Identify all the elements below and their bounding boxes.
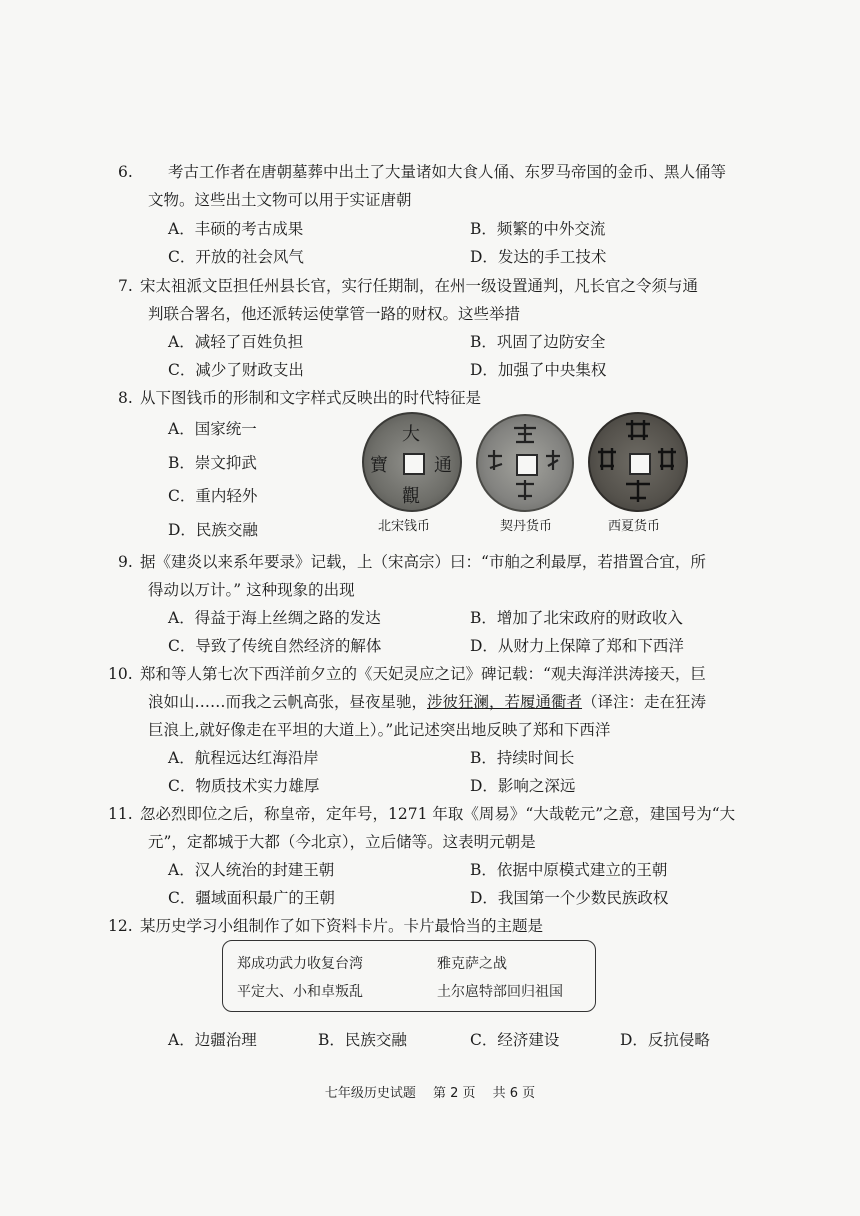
coin-char-bottom: 觀 — [402, 486, 420, 507]
coin-hole — [403, 453, 425, 475]
option-d[interactable]: D．发达的手工技术 — [470, 248, 607, 266]
option-c[interactable]: C．重内轻外 — [168, 487, 258, 505]
question-stem-line: 得动以万计。” 这种现象的出现 — [148, 581, 355, 599]
northern-song-coin-image — [362, 412, 462, 512]
question-stem-line: 元”，定都城于大都（今北京），立后储等。这表明元朝是 — [148, 833, 536, 851]
stem-text: （译注：走在狂涛 — [582, 693, 707, 711]
question-stem-line — [148, 688, 706, 716]
option-c[interactable]: C．减少了财政支出 — [168, 361, 304, 379]
material-card — [222, 940, 596, 1012]
option-a[interactable]: A．汉人统治的封建王朝 — [168, 861, 335, 879]
question-stem-line: 忽必烈即位之后，称皇帝，定年号，1271 年取《周易》“大哉乾元”之意，建国号为“大 — [140, 805, 736, 823]
coin-label: 西夏货币 — [608, 519, 661, 534]
option-d[interactable]: D．我国第一个少数民族政权 — [470, 889, 669, 907]
card-item: 土尔扈特部回归祖国 — [437, 984, 563, 1000]
question-stem-line: 巨浪上,就好像走在平坦的大道上）。”此记述突出地反映了郑和下西洋 — [148, 721, 611, 739]
question-stem-line: 判联合署名，他还派转运使掌管一路的财权。这些举措 — [148, 305, 521, 323]
khitan-coin-image — [476, 414, 574, 512]
option-b[interactable]: B．巩固了边防安全 — [470, 333, 606, 351]
question-stem-line: 据《建炎以来系年要录》记载，上（宋高宗）曰：“市舶之利最厚，若措置合宜，所 — [140, 553, 706, 571]
question-number: 9. — [118, 553, 133, 571]
option-b[interactable]: B．崇文抑武 — [168, 454, 257, 472]
question-number: 10. — [108, 665, 133, 683]
option-d[interactable]: D．加强了中央集权 — [470, 361, 607, 379]
question-number: 8. — [118, 389, 133, 407]
option-a[interactable]: A．国家统一 — [168, 420, 257, 438]
option-c[interactable]: C．经济建设 — [470, 1031, 560, 1049]
option-c[interactable]: C．物质技术实力雄厚 — [168, 777, 320, 795]
option-b[interactable]: B．持续时间长 — [470, 749, 575, 767]
card-item: 郑成功武力收复台湾 — [237, 956, 363, 972]
option-b[interactable]: B．增加了北宋政府的财政收入 — [470, 609, 683, 627]
tangut-script-glyphs — [590, 414, 686, 510]
option-d[interactable]: D．反抗侵略 — [620, 1031, 710, 1049]
option-a[interactable]: A．减轻了百姓负担 — [168, 333, 304, 351]
card-item: 平定大、小和卓叛乱 — [237, 984, 363, 1000]
option-a[interactable]: A．丰硕的考古成果 — [168, 220, 304, 238]
coin-char-right: 通 — [434, 455, 452, 476]
coin-char-top: 大 — [402, 424, 420, 445]
khitan-script-glyphs — [478, 416, 572, 510]
page-footer: 七年级历史试题 第 2 页 共 6 页 — [324, 1086, 536, 1101]
western-xia-coin-image — [588, 412, 688, 512]
option-d[interactable]: D．民族交融 — [168, 521, 258, 539]
option-b[interactable]: B．频繁的中外交流 — [470, 220, 606, 238]
coin-char-left: 寶 — [370, 455, 388, 476]
question-stem-line: 宋太祖派文臣担任州县长官，实行任期制，在州一级设置通判，凡长官之令须与通 — [140, 277, 699, 295]
option-b[interactable]: B．依据中原模式建立的王朝 — [470, 861, 668, 879]
option-d[interactable]: D．从财力上保障了郑和下西洋 — [470, 637, 684, 655]
option-a[interactable]: A．得益于海上丝绸之路的发达 — [168, 609, 381, 627]
question-stem-line: 考古工作者在唐朝墓葬中出土了大量诸如大食人俑、东罗马帝国的金币、黑人俑等 — [168, 163, 727, 181]
coin-label: 契丹货币 — [500, 519, 553, 534]
question-stem-line: 某历史学习小组制作了如下资料卡片。卡片最恰当的主题是 — [140, 917, 544, 935]
coin-label: 北宋钱币 — [378, 519, 431, 534]
option-a[interactable]: A．边疆治理 — [168, 1031, 257, 1049]
question-number: 7. — [118, 277, 133, 295]
option-b[interactable]: B．民族交融 — [318, 1031, 407, 1049]
option-c[interactable]: C．开放的社会风气 — [168, 248, 304, 266]
option-a[interactable]: A．航程远达红海沿岸 — [168, 749, 319, 767]
question-stem-line: 文物。这些出土文物可以用于实证唐朝 — [148, 191, 412, 209]
question-number: 12. — [108, 917, 133, 935]
question-number: 11. — [108, 805, 133, 823]
card-item: 雅克萨之战 — [437, 956, 507, 972]
option-c[interactable]: C．导致了传统自然经济的解体 — [168, 637, 382, 655]
underlined-quote: 涉彼狂澜，若履通衢者 — [427, 693, 583, 711]
stem-text: 浪如山……而我之云帆高张，昼夜星驰， — [148, 693, 428, 711]
option-c[interactable]: C．疆域面积最广的王朝 — [168, 889, 335, 907]
question-number: 6. — [118, 163, 133, 181]
question-stem-line: 郑和等人第七次下西洋前夕立的《天妃灵应之记》碑记载：“观夫海洋洪涛接天，巨 — [140, 665, 706, 683]
question-stem-line: 从下图钱币的形制和文字样式反映出的时代特征是 — [140, 389, 482, 407]
option-d[interactable]: D．影响之深远 — [470, 777, 576, 795]
